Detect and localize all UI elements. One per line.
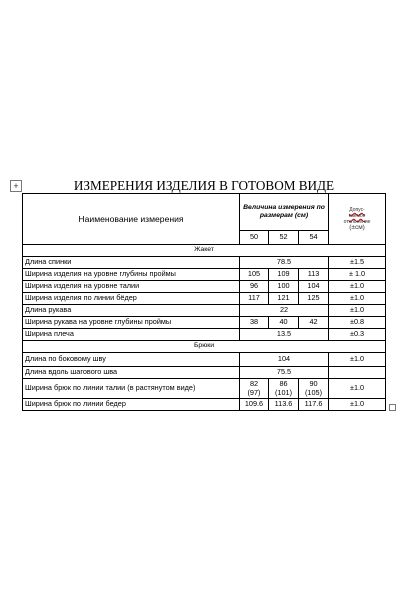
header-tolerance [329, 194, 386, 245]
row-value-50: 105 [240, 269, 269, 281]
value-main: 86 [279, 379, 288, 388]
row-name: Ширина изделия по линии бёдер [23, 293, 240, 305]
table-row [23, 379, 386, 399]
row-value-52: 100 [269, 281, 299, 293]
row-tolerance: ±0.3 [329, 329, 386, 341]
row-tolerance: ±1.0 [329, 399, 386, 411]
row-name: Ширина брюк по линии бедер [23, 399, 240, 411]
header-tolerance-line2: каемое [348, 213, 366, 219]
row-tolerance: ±0.8 [329, 317, 386, 329]
row-value-54: 125 [299, 293, 329, 305]
document-title: ИЗМЕРЕНИЯ ИЗДЕЛИЯ В ГОТОВОМ ВИДЕ [73, 178, 335, 193]
row-tolerance: ±1.0 [329, 293, 386, 305]
header-tolerance-unit: (±см) [349, 224, 365, 231]
table-row [23, 257, 386, 269]
row-name: Ширина рукава на уровне глубины проймы [23, 317, 240, 329]
row-tolerance: ±1.0 [329, 281, 386, 293]
value-stretched: (105) [304, 387, 323, 397]
row-name: Ширина брюк по линии талии (в растянутом виде) [23, 379, 240, 399]
row-name: Длина вдоль шагового шва [23, 367, 240, 379]
table-row [23, 329, 386, 341]
row-value-54: 104 [299, 281, 329, 293]
row-tolerance [329, 367, 386, 379]
row-value-54: 42 [299, 317, 329, 329]
row-value-52: 40 [269, 317, 299, 329]
row-value-50 [240, 379, 269, 399]
value-stretched: (97) [247, 387, 261, 397]
row-value-50: 96 [240, 281, 269, 293]
section-jacket: Жакет [23, 245, 386, 257]
row-tolerance: ± 1.0 [329, 269, 386, 281]
value-stretched: (101) [274, 387, 293, 397]
row-value-52 [269, 379, 299, 399]
row-value-50: 109.6 [240, 399, 269, 411]
row-name: Длина по боковому шву [23, 353, 240, 367]
size-52: 52 [269, 231, 299, 245]
row-value-52: 121 [269, 293, 299, 305]
table-row [23, 367, 386, 379]
row-value-54 [299, 379, 329, 399]
header-measurement-name: Наименование измерения [23, 194, 240, 245]
header-tolerance-line1: Допус- [349, 207, 365, 213]
row-name: Длина рукава [23, 305, 240, 317]
row-tolerance: ±1.0 [329, 353, 386, 367]
row-value-54: 113 [299, 269, 329, 281]
header-tolerance-line3: отклонение [343, 219, 371, 225]
row-value-52: 113.6 [269, 399, 299, 411]
row-name: Ширина плеча [23, 329, 240, 341]
value-main: 90 [309, 379, 318, 388]
table-row [23, 305, 386, 317]
row-tolerance: ±1.0 [329, 379, 386, 399]
value-main: 82 [249, 379, 259, 388]
row-name: Ширина изделия на уровне глубины проймы [23, 269, 240, 281]
row-value-52: 109 [269, 269, 299, 281]
row-value-all: 75.5 [240, 367, 329, 379]
row-value-all: 13.5 [240, 329, 329, 341]
row-value-54: 117.6 [299, 399, 329, 411]
table-resize-handle[interactable] [389, 404, 396, 411]
row-value-50: 117 [240, 293, 269, 305]
size-50: 50 [240, 231, 269, 245]
row-value-all: 104 [240, 353, 329, 367]
table-row [23, 293, 386, 305]
table-move-handle[interactable]: + [10, 180, 22, 192]
row-value-50: 38 [240, 317, 269, 329]
row-value-all: 78.5 [240, 257, 329, 269]
measurements-table [22, 193, 386, 411]
size-54: 54 [299, 231, 329, 245]
table-row [23, 353, 386, 367]
row-tolerance: ±1.0 [329, 305, 386, 317]
row-value-all: 22 [240, 305, 329, 317]
section-trousers: Брюки [23, 341, 386, 353]
header-size-values: Величина измерения по размерам (см) [240, 194, 329, 231]
table-row [23, 269, 386, 281]
table-row [23, 317, 386, 329]
table-row [23, 399, 386, 411]
row-name: Ширина изделия на уровне талии [23, 281, 240, 293]
table-row [23, 281, 386, 293]
row-tolerance: ±1.5 [329, 257, 386, 269]
row-name: Длина спинки [23, 257, 240, 269]
